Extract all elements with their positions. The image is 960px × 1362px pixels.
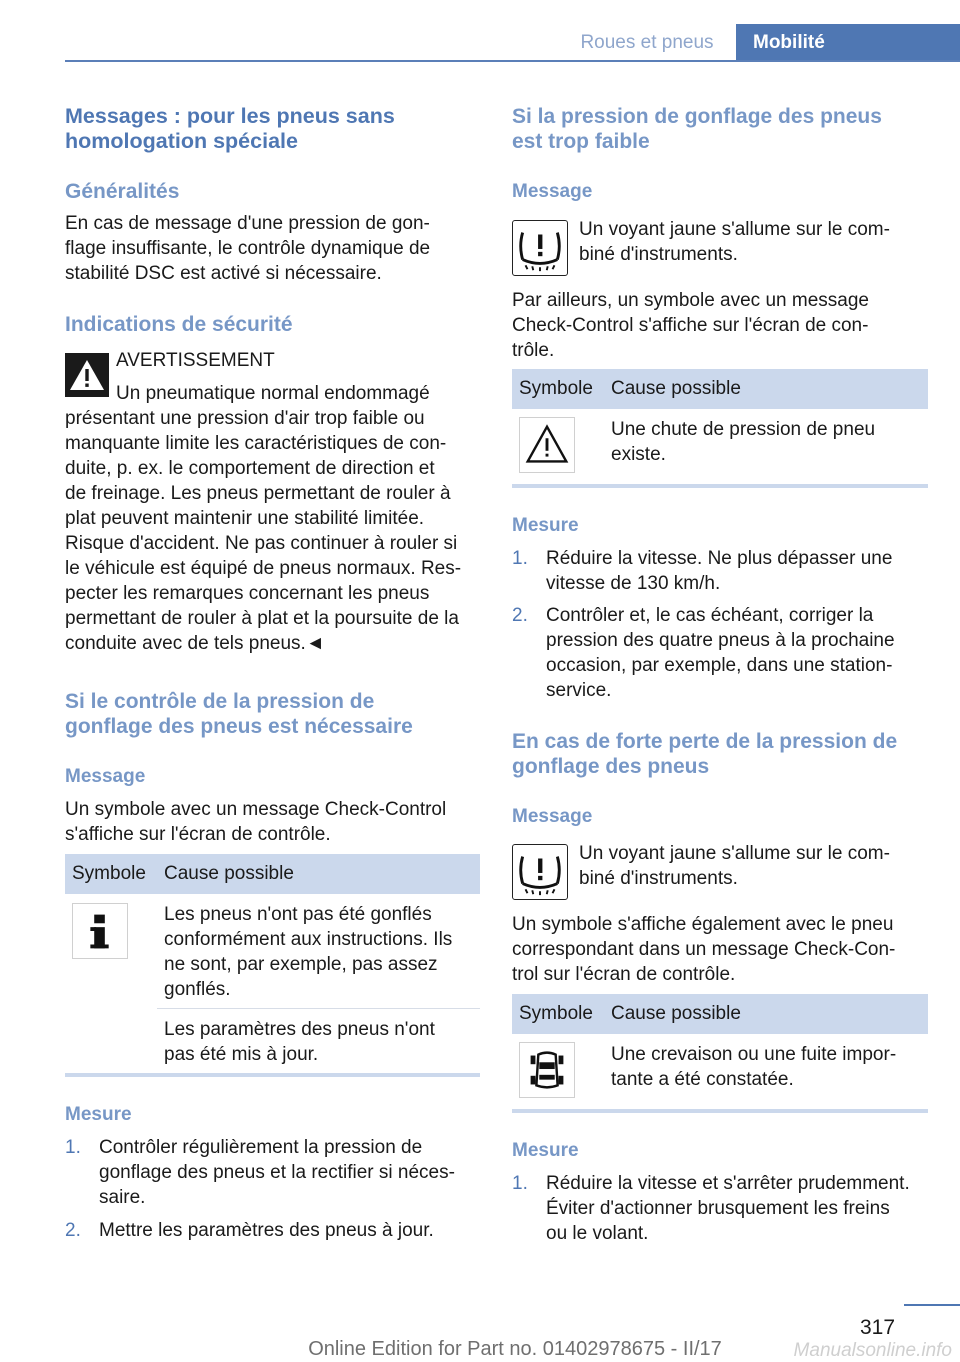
list-item-number: 1. <box>65 1137 81 1158</box>
tire-pressure-warning-lamp-icon <box>512 844 568 900</box>
list-item-line: Mettre les paramètres des pneus à jour. <box>99 1220 434 1241</box>
paragraph-line: correspondant dans un message Check-Con- <box>512 939 896 960</box>
heading-strong-loss-line2: gonflage des pneus <box>512 755 710 778</box>
heading-pressure-low-line2: est trop faible <box>512 130 650 153</box>
list-item-line: gonflage des pneus et la rectifier si néces- <box>99 1162 455 1183</box>
list-item-line: Contrôler et, le cas échéant, corriger la <box>546 605 874 626</box>
paragraph-line: Un voyant jaune s'allume sur le com- <box>579 219 890 240</box>
paragraph-line: s'affiche sur l'écran de contrôle. <box>65 824 331 845</box>
table-cell-line: ne sont, par exemple, pas assez <box>164 954 438 975</box>
page-number: 317 <box>860 1316 896 1339</box>
list-item-number: 1. <box>512 1173 528 1194</box>
table-header <box>512 994 928 1034</box>
warning-text-line: présentant une pression d'air trop faible ou <box>65 408 425 429</box>
table-col-cause: Cause possible <box>611 378 741 399</box>
paragraph-line: stabilité DSC est activé si nécessaire. <box>65 263 382 284</box>
heading-mesure: Mesure <box>512 1140 579 1161</box>
table-end-rule <box>65 1073 480 1077</box>
table-col-symbole: Symbole <box>519 378 593 399</box>
warning-text-line: permettant de rouler à plat et la poursuite de la <box>65 608 459 629</box>
table-header <box>65 854 480 894</box>
list-item-line: ou le volant. <box>546 1223 649 1244</box>
table-cell-line: Les pneus n'ont pas été gonflés <box>164 904 432 925</box>
heading-check-needed-line1: Si le contrôle de la pression de <box>65 690 375 713</box>
tab-section-roues-et-pneus[interactable]: Roues et pneus <box>580 32 714 53</box>
warning-text-line: pecter les remarques concernant les pneus <box>65 583 430 604</box>
car-tire-status-icon <box>519 1042 575 1098</box>
heading-strong-loss-line1: En cas de forte perte de la pression de <box>512 730 898 753</box>
edition-footer: Online Edition for Part no. 01402978675 - II/17 <box>308 1338 722 1360</box>
warning-text-line: manquante limite les caractéristiques de con- <box>65 433 447 454</box>
heading-mesure: Mesure <box>512 515 579 536</box>
watermark: Manualsonline.info <box>793 1340 952 1361</box>
table-cell-line: Une chute de pression de pneu <box>611 419 876 440</box>
paragraph-line: Check-Control s'affiche sur l'écran de con- <box>512 315 869 336</box>
heading-message: Message <box>512 181 593 202</box>
list-item-line: Réduire la vitesse et s'arrêter prudemment. <box>546 1173 910 1194</box>
table-cell-line: conformément aux instructions. Ils <box>164 929 453 950</box>
paragraph-line: Par ailleurs, un symbole avec un message <box>512 290 869 311</box>
section-title-line1: Messages : pour les pneus sans <box>65 104 395 128</box>
paragraph-line: biné d'instruments. <box>579 244 738 265</box>
table-cell-line: pas été mis à jour. <box>164 1044 319 1065</box>
info-icon <box>72 903 128 959</box>
warning-text-line: Risque d'accident. Ne pas continuer à rouler si <box>65 533 458 554</box>
table-end-rule <box>512 484 928 488</box>
table-cell-line: existe. <box>611 444 666 465</box>
list-item-line: Éviter d'actionner brusquement les freins <box>546 1198 890 1219</box>
list-item-number: 2. <box>512 605 528 626</box>
warning-text-line: Un pneumatique normal endommagé <box>116 383 430 404</box>
warning-title: AVERTISSEMENT <box>116 350 275 371</box>
paragraph-line: flage insuffisante, le contrôle dynamique de <box>65 238 431 259</box>
table-cell-line: tante a été constatée. <box>611 1069 794 1090</box>
paragraph-line: biné d'instruments. <box>579 868 738 889</box>
heading-pressure-low-line1: Si la pression de gonflage des pneus <box>512 105 882 128</box>
page-number-rule <box>904 1304 960 1306</box>
list-item-number: 1. <box>512 548 528 569</box>
paragraph-line: Un symbole avec un message Check-Control <box>65 799 447 820</box>
warning-text-line: plat peuvent maintenir une stabilité limitée. <box>65 508 425 529</box>
list-item-line: saire. <box>99 1187 146 1208</box>
list-item-number: 2. <box>65 1220 81 1241</box>
list-item-line: occasion, par exemple, dans une station- <box>546 655 893 676</box>
paragraph-line: trol sur l'écran de contrôle. <box>512 964 736 985</box>
tire-pressure-warning-lamp-icon <box>512 220 568 276</box>
heading-check-needed-line2: gonflage des pneus est nécessaire <box>65 715 413 738</box>
table-col-cause: Cause possible <box>164 863 294 884</box>
list-item-line: Contrôler régulièrement la pression de <box>99 1137 423 1158</box>
paragraph-line: trôle. <box>512 340 555 361</box>
table-col-symbole: Symbole <box>72 863 146 884</box>
table-col-cause: Cause possible <box>611 1003 741 1024</box>
heading-message: Message <box>65 766 146 787</box>
list-item-line: vitesse de 130 km/h. <box>546 573 721 594</box>
warning-text-line: le véhicule est équipé de pneus normaux. Res- <box>65 558 462 579</box>
table-row-divider <box>157 1008 480 1009</box>
warning-triangle-icon <box>65 353 109 397</box>
warning-text-line: duite, p. ex. le comportement de direction et <box>65 458 435 479</box>
table-cell-line: Une crevaison ou une fuite impor- <box>611 1044 897 1065</box>
heading-generalites: Généralités <box>65 180 180 203</box>
warning-triangle-icon <box>519 417 575 473</box>
list-item-line: Réduire la vitesse. Ne plus dépasser une <box>546 548 893 569</box>
heading-mesure: Mesure <box>65 1104 132 1125</box>
list-item-line: service. <box>546 680 612 701</box>
table-header <box>512 369 928 409</box>
table-cell-line: gonflés. <box>164 979 231 1000</box>
warning-text-line: conduite avec de tels pneus.◄ <box>65 633 325 654</box>
heading-safety: Indications de sécurité <box>65 313 293 336</box>
table-cell-line: Les paramètres des pneus n'ont <box>164 1019 435 1040</box>
paragraph-line: Un symbole s'affiche également avec le pneu <box>512 914 894 935</box>
table-col-symbole: Symbole <box>519 1003 593 1024</box>
paragraph-line: Un voyant jaune s'allume sur le com- <box>579 843 890 864</box>
list-item-line: pression des quatre pneus à la prochaine <box>546 630 895 651</box>
heading-message: Message <box>512 806 593 827</box>
header-rule <box>65 60 960 62</box>
section-title-line2: homologation spéciale <box>65 129 298 153</box>
tab-chapter-mobilite[interactable]: Mobilité <box>736 24 960 61</box>
paragraph-line: En cas de message d'une pression de gon- <box>65 213 430 234</box>
warning-text-line: de freinage. Les pneus permettant de rouler à <box>65 483 451 504</box>
table-end-rule <box>512 1109 928 1113</box>
